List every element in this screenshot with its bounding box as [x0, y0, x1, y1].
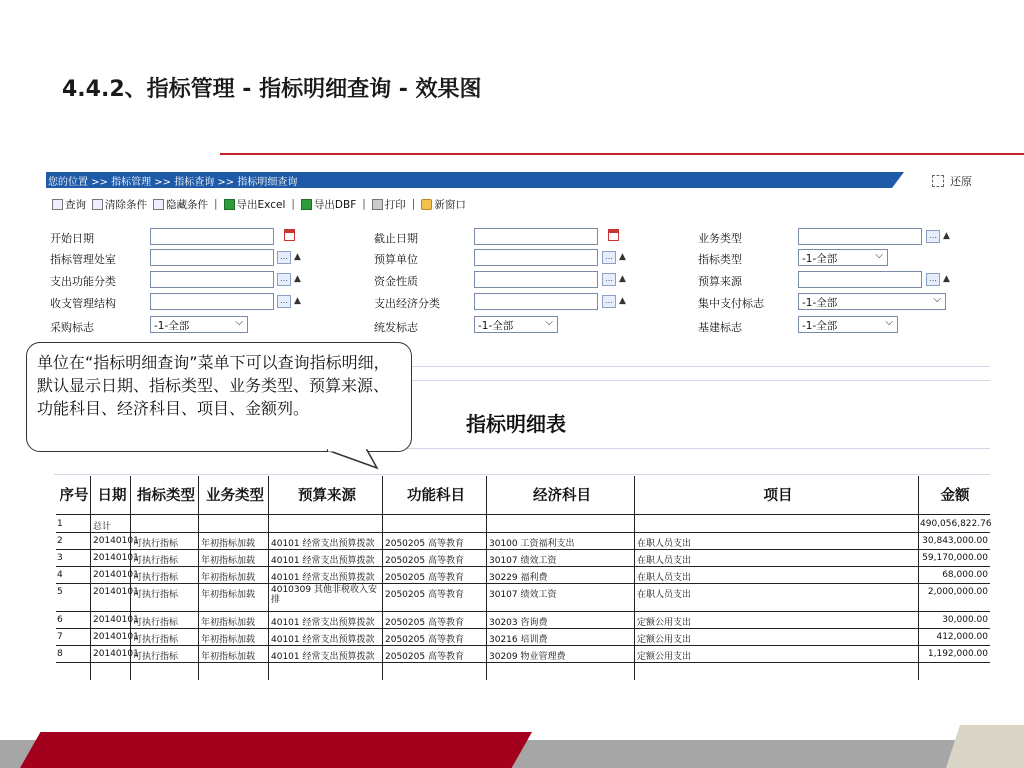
table-cell: 年初指标加载	[201, 635, 256, 645]
table-row[interactable]	[56, 646, 990, 663]
table-title: 指标明细表	[466, 412, 566, 436]
callout-tail	[327, 450, 387, 470]
table-cell: 30,000.00	[942, 615, 988, 625]
chevron-down-icon: ⌵	[875, 250, 883, 261]
budget-unit-label: 预算单位	[374, 253, 418, 266]
central-pay-label: 集中支付标志	[698, 297, 764, 310]
table-cell: 40101 经常支出预算拨款	[271, 652, 375, 662]
indicator-type-select[interactable]	[798, 249, 888, 266]
toolbar-separator: |	[411, 198, 416, 210]
arrow-icon: ▲	[294, 252, 301, 262]
table-cell: 20140101	[93, 649, 139, 659]
table-cell: 30,843,000.00	[922, 536, 988, 546]
table-cell: 在职人员支出	[637, 556, 692, 566]
breadcrumb-bar	[46, 172, 990, 188]
table-cell: 定额公用支出	[637, 652, 692, 662]
table-cell: 2050205 高等教育	[385, 573, 464, 583]
hide-label: 隐藏条件	[166, 198, 208, 211]
table-cell: 可执行指标	[133, 652, 179, 662]
func-class-field[interactable]	[150, 271, 274, 288]
budget-unit-field[interactable]	[474, 249, 598, 266]
purchase-flag-value: -1-全部	[154, 320, 190, 332]
table-cell: 40101 经常支出预算拨款	[271, 618, 375, 628]
picker-icon[interactable]: …	[926, 273, 940, 286]
central-pay-value: -1-全部	[802, 297, 838, 309]
picker-icon[interactable]: …	[926, 230, 940, 243]
purchase-flag-select[interactable]	[150, 316, 248, 333]
hide-icon	[153, 199, 164, 210]
query-button[interactable]	[52, 197, 86, 212]
table-cell: 在职人员支出	[637, 539, 692, 549]
table-cell: 20140101	[93, 615, 139, 625]
table-cell: 可执行指标	[133, 556, 179, 566]
table-cell: 30209 物业管理费	[489, 652, 566, 662]
table-cell: 2050205 高等教育	[385, 652, 464, 662]
restore-button[interactable]	[932, 173, 972, 189]
clear-label: 清除条件	[105, 198, 147, 211]
table-cell: 2	[57, 536, 63, 546]
print-label: 打印	[384, 198, 406, 211]
arrow-icon: ▲	[943, 231, 950, 241]
table-cell: 20140101	[93, 570, 139, 580]
export-dbf-button[interactable]	[301, 197, 356, 212]
picker-icon[interactable]: …	[602, 251, 616, 264]
picker-icon[interactable]: …	[277, 295, 291, 308]
indicator-type-value: -1-全部	[802, 253, 838, 265]
capital-flag-select[interactable]	[798, 316, 898, 333]
arrow-icon: ▲	[619, 252, 626, 262]
footer-accent-red	[20, 732, 532, 768]
table-row[interactable]	[56, 567, 990, 584]
footer-accent-light	[946, 725, 1024, 768]
mgmt-office-label: 指标管理处室	[50, 253, 116, 266]
arrow-icon: ▲	[294, 296, 301, 306]
table-cell: 4010309 其他非税收入安排	[271, 585, 377, 605]
purchase-flag-label: 采购标志	[50, 321, 94, 334]
table-cell: 2050205 高等教育	[385, 556, 464, 566]
income-org-label: 收支管理结构	[50, 297, 116, 310]
budget-source-label: 预算来源	[698, 275, 742, 288]
indicator-type-label: 指标类型	[698, 253, 742, 266]
table-cell: 年初指标加载	[201, 539, 256, 549]
table-cell: 30107 绩效工资	[489, 556, 557, 566]
table-cell: 30229 福利费	[489, 573, 548, 583]
fund-nature-field[interactable]	[474, 271, 598, 288]
table-cell: 20140101	[93, 553, 139, 563]
toolbar-separator: |	[362, 198, 366, 210]
header-divider	[56, 514, 990, 515]
query-icon	[52, 199, 63, 210]
table-cell: 40101 经常支出预算拨款	[271, 573, 375, 583]
calendar-icon[interactable]	[608, 229, 619, 241]
table-cell: 4	[57, 570, 63, 580]
table-cell: 年初指标加载	[201, 573, 256, 583]
func-class-label: 支出功能分类	[50, 275, 116, 288]
fund-nature-label: 资金性质	[374, 275, 418, 288]
start-date-label: 开始日期	[50, 232, 94, 245]
table-cell: 总计	[93, 522, 112, 532]
restore-icon	[932, 175, 944, 187]
table-cell: 30216 培训费	[489, 635, 548, 645]
end-date-label: 截止日期	[374, 232, 418, 245]
table-cell: 年初指标加载	[201, 652, 256, 662]
arrow-icon: ▲	[294, 274, 301, 284]
table-cell: 40101 经常支出预算拨款	[271, 556, 375, 566]
toolbar-separator: |	[291, 198, 295, 210]
start-date-field[interactable]	[150, 228, 274, 245]
table-cell: 年初指标加载	[201, 618, 256, 628]
grid-line	[54, 474, 990, 475]
table-cell: 68,000.00	[942, 570, 988, 580]
column-header[interactable]: 序号	[59, 487, 89, 504]
arrow-icon: ▲	[943, 274, 950, 284]
table-cell: 20140101	[93, 536, 139, 546]
table-cell: 59,170,000.00	[922, 553, 988, 563]
table-cell: 20140101	[93, 587, 139, 597]
table-cell: 定额公用支出	[637, 618, 692, 628]
column-header[interactable]: 指标类型	[137, 487, 195, 504]
picker-icon[interactable]: …	[277, 251, 291, 264]
table-cell: 1	[57, 519, 63, 529]
unified-flag-value: -1-全部	[478, 320, 514, 332]
table-cell: 8	[57, 649, 63, 659]
calendar-icon[interactable]	[284, 229, 295, 241]
query-label: 查询	[65, 198, 86, 211]
table-cell: 20140101	[93, 632, 139, 642]
clear-conditions-button[interactable]	[92, 197, 147, 212]
central-pay-select[interactable]	[798, 293, 946, 310]
table-cell: 6	[57, 615, 63, 625]
column-header[interactable]: 金额	[940, 487, 970, 504]
table-cell: 可执行指标	[133, 618, 179, 628]
hide-conditions-button[interactable]	[153, 197, 208, 212]
table-cell: 可执行指标	[133, 573, 179, 583]
table-cell: 5	[57, 587, 63, 597]
print-button[interactable]	[372, 197, 406, 212]
table-cell: 30100 工资福利支出	[489, 539, 575, 549]
unified-flag-select[interactable]	[474, 316, 558, 333]
table-cell: 1,192,000.00	[927, 649, 988, 659]
table-cell: 3	[57, 553, 63, 563]
econ-class-field[interactable]	[474, 293, 598, 310]
table-cell: 可执行指标	[133, 539, 179, 549]
excel-icon	[224, 199, 235, 210]
export-excel-button[interactable]	[224, 197, 286, 212]
table-cell: 2,000,000.00	[927, 587, 988, 597]
table-row[interactable]	[56, 584, 990, 612]
chevron-down-icon: ⌵	[885, 317, 893, 328]
picker-icon[interactable]: …	[277, 273, 291, 286]
table-cell: 2050205 高等教育	[385, 618, 464, 628]
mgmt-office-field[interactable]	[150, 249, 274, 266]
print-icon	[372, 199, 383, 210]
table-cell: 30107 绩效工资	[489, 590, 557, 600]
table-row[interactable]	[56, 550, 990, 567]
new-window-label: 新窗口	[434, 198, 466, 211]
callout-note: 单位在“指标明细查询”菜单下可以查询指标明细，默认显示日期、指标类型、业务类型、预算来源、功能科目、经济科目、项目、金额列。	[26, 342, 412, 452]
capital-flag-value: -1-全部	[802, 320, 838, 332]
arrow-icon: ▲	[619, 274, 626, 284]
table-cell: 412,000.00	[936, 632, 988, 642]
table-cell: 可执行指标	[133, 590, 179, 600]
column-header[interactable]: 经济科目	[533, 487, 591, 504]
table-row[interactable]	[56, 612, 990, 629]
column-header[interactable]: 业务类型	[206, 487, 264, 504]
business-type-label: 业务类型	[698, 232, 742, 245]
income-org-field[interactable]	[150, 293, 274, 310]
table-cell: 定额公用支出	[637, 635, 692, 645]
table-cell: 年初指标加载	[201, 556, 256, 566]
table-cell: 年初指标加载	[201, 590, 256, 600]
capital-flag-label: 基建标志	[698, 321, 742, 334]
table-cell: 2050205 高等教育	[385, 590, 464, 600]
table-cell: 可执行指标	[133, 635, 179, 645]
table-cell: 30203 咨询费	[489, 618, 548, 628]
export-dbf-label: 导出DBF	[313, 198, 357, 211]
table-cell: 40101 经常支出预算拨款	[271, 635, 375, 645]
table-row[interactable]	[56, 629, 990, 646]
end-date-field[interactable]	[474, 228, 598, 245]
picker-icon[interactable]: …	[602, 295, 616, 308]
restore-label: 还原	[950, 175, 972, 188]
table-cell: 在职人员支出	[637, 590, 692, 600]
slide-title: 4.4.2、指标管理 - 指标明细查询 - 效果图	[62, 77, 482, 102]
dbf-icon	[301, 199, 312, 210]
table-row[interactable]	[56, 533, 990, 550]
arrow-icon: ▲	[619, 296, 626, 306]
chevron-down-icon: ⌵	[933, 294, 941, 305]
clear-icon	[92, 199, 103, 210]
table-cell: 490,056,822.76	[920, 519, 992, 529]
column-header[interactable]: 项目	[763, 487, 793, 504]
table-cell: 7	[57, 632, 63, 642]
budget-source-field[interactable]	[798, 271, 922, 288]
toolbar	[52, 196, 466, 212]
column-header[interactable]: 日期	[97, 487, 127, 504]
business-type-field[interactable]	[798, 228, 922, 245]
export-excel-label: 导出Excel	[236, 198, 286, 211]
unified-flag-label: 统发标志	[374, 321, 418, 334]
table-row[interactable]	[56, 516, 990, 533]
column-header[interactable]: 功能科目	[407, 487, 465, 504]
new-window-icon	[421, 199, 432, 210]
picker-icon[interactable]: …	[602, 273, 616, 286]
new-window-button[interactable]	[421, 197, 466, 212]
table-cell: 2050205 高等教育	[385, 539, 464, 549]
column-header[interactable]: 预算来源	[298, 487, 356, 504]
chevron-down-icon: ⌵	[545, 317, 553, 328]
chevron-down-icon: ⌵	[235, 317, 243, 328]
table-cell: 40101 经常支出预算拨款	[271, 539, 375, 549]
toolbar-separator: |	[214, 198, 218, 210]
title-divider	[220, 153, 1024, 155]
breadcrumb: 您的位置 >> 指标管理 >> 指标查询 >> 指标明细查询	[48, 177, 298, 188]
table-cell: 2050205 高等教育	[385, 635, 464, 645]
table-cell: 在职人员支出	[637, 573, 692, 583]
econ-class-label: 支出经济分类	[374, 297, 440, 310]
